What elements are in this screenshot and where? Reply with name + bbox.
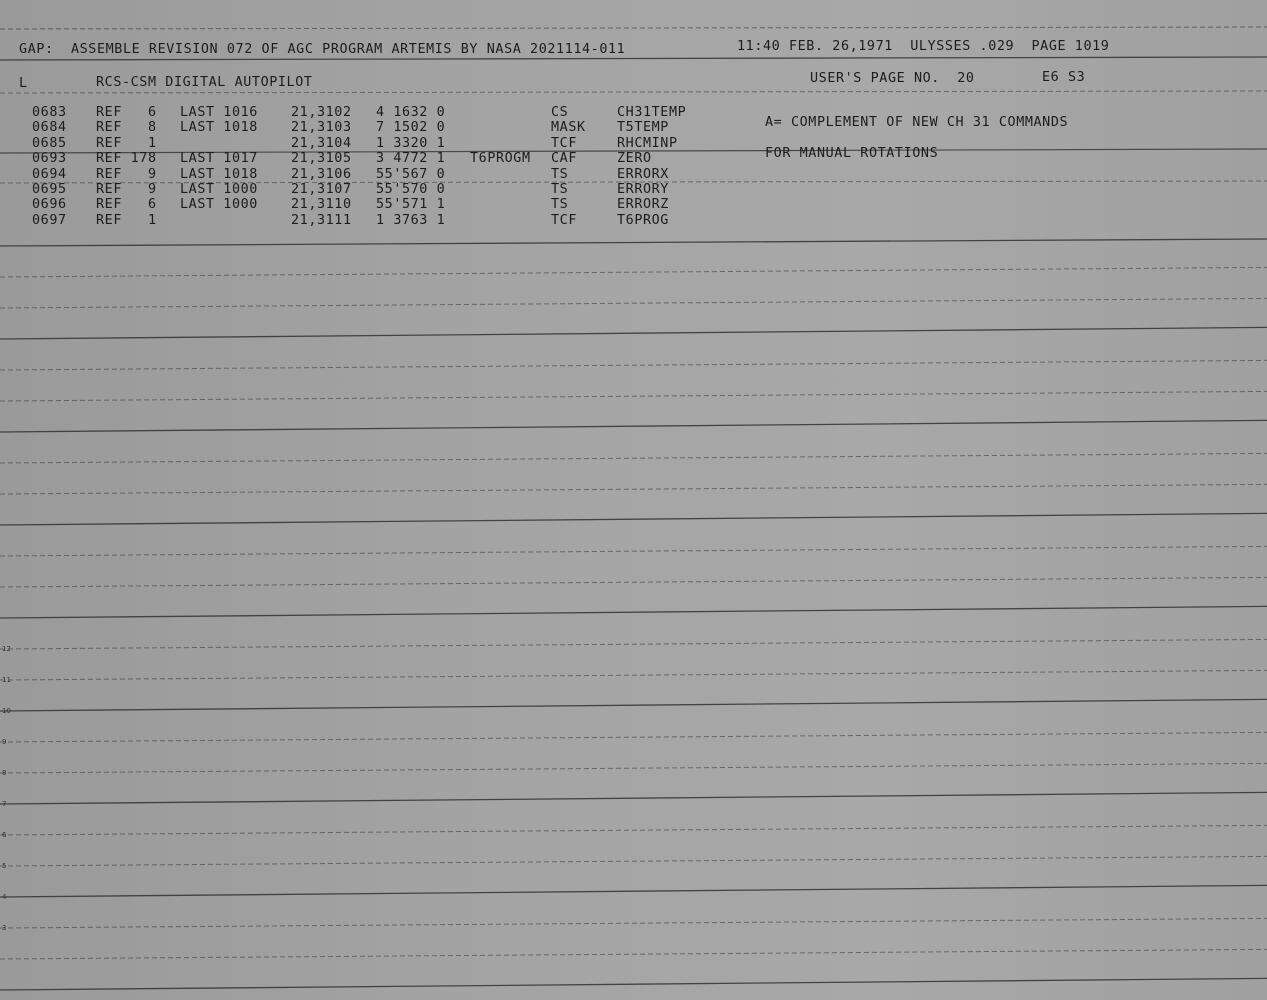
operand: CH31TEMP xyxy=(617,105,687,120)
operand: ERRORY xyxy=(617,182,669,197)
margin-number: 12 xyxy=(2,645,11,653)
ref-count: REF 9 xyxy=(96,166,157,182)
address: 21,3107 xyxy=(291,182,352,197)
margin-number: 7 xyxy=(2,800,7,808)
margin-number: 4 xyxy=(2,893,7,901)
header-time-stamp: 11:40 FEB. 26,1971 ULYSSES .029 PAGE 1019 xyxy=(737,39,1110,54)
opcode: TS xyxy=(551,197,569,213)
page-code: E6 S3 xyxy=(1042,70,1086,85)
octal-word: 7 1502 0 xyxy=(376,120,446,136)
address: 21,3105 xyxy=(291,151,352,167)
octal-word: 55'567 0 xyxy=(376,166,446,182)
last-ref: LAST 1017 xyxy=(180,151,258,167)
users-page-number: USER'S PAGE NO. 20 xyxy=(810,71,975,86)
last-ref: LAST 1016 xyxy=(180,105,258,120)
opcode: CAF xyxy=(551,151,577,167)
address: 21,3102 xyxy=(291,105,352,120)
ref-count: REF 9 xyxy=(96,182,157,197)
address: 21,3103 xyxy=(291,120,352,136)
operand: ERRORZ xyxy=(617,197,669,213)
ref-count: REF 8 xyxy=(96,120,157,136)
address: 21,3106 xyxy=(291,166,352,182)
section-letter: L xyxy=(19,76,28,91)
last-ref: LAST 1018 xyxy=(180,166,258,182)
comment: A= COMPLEMENT OF NEW CH 31 COMMANDS xyxy=(765,115,1069,130)
line-number: 0684 xyxy=(32,120,67,136)
line-number: 0695 xyxy=(32,182,67,197)
octal-word: 4 1632 0 xyxy=(376,105,446,120)
last-ref: LAST 1018 xyxy=(180,120,258,136)
octal-word: 55'570 0 xyxy=(376,182,446,197)
section-title: RCS-CSM DIGITAL AUTOPILOT xyxy=(96,75,313,90)
line-number: 0683 xyxy=(32,105,67,120)
operand: T6PROG xyxy=(617,212,669,228)
opcode: CS xyxy=(551,105,569,120)
line-number: 0697 xyxy=(32,212,67,228)
operand: T5TEMP xyxy=(617,120,669,136)
comment: FOR MANUAL ROTATIONS xyxy=(765,146,939,161)
opcode: TCF xyxy=(551,212,577,228)
label: T6PROGM xyxy=(470,151,531,167)
octal-word: 1 3320 1 xyxy=(376,135,446,151)
opcode: TCF xyxy=(551,135,577,151)
header-gap-line: GAP: ASSEMBLE REVISION 072 OF AGC PROGRAM ARTEMIS BY NASA 2021114-011 xyxy=(19,42,626,57)
address: 21,3110 xyxy=(291,197,352,213)
ref-count: REF 178 xyxy=(96,151,157,167)
line-number: 0694 xyxy=(32,166,67,182)
last-ref: LAST 1000 xyxy=(180,197,258,213)
operand: RHCMINP xyxy=(617,135,678,151)
octal-word: 1 3763 1 xyxy=(376,212,446,228)
ref-count: REF 6 xyxy=(96,197,157,213)
opcode: TS xyxy=(551,166,569,182)
margin-number: 3 xyxy=(2,924,7,932)
margin-number: 9 xyxy=(2,738,7,746)
operand: ERRORX xyxy=(617,166,669,182)
opcode: TS xyxy=(551,182,569,197)
margin-number: 5 xyxy=(2,862,7,870)
octal-word: 3 4772 1 xyxy=(376,151,446,167)
ref-count: REF 6 xyxy=(96,105,157,120)
address: 21,3104 xyxy=(291,135,352,151)
address: 21,3111 xyxy=(291,212,352,228)
opcode: MASK xyxy=(551,120,586,136)
margin-number: 11 xyxy=(2,676,11,684)
ref-count: REF 1 xyxy=(96,212,157,228)
line-number: 0693 xyxy=(32,151,67,167)
margin-number: 10 xyxy=(2,707,11,715)
octal-word: 55'571 1 xyxy=(376,197,446,213)
line-number: 0685 xyxy=(32,135,67,151)
last-ref: LAST 1000 xyxy=(180,182,258,197)
margin-number: 6 xyxy=(2,831,7,839)
margin-number: 8 xyxy=(2,769,7,777)
line-number: 0696 xyxy=(32,197,67,213)
operand: ZERO xyxy=(617,151,652,167)
ref-count: REF 1 xyxy=(96,135,157,151)
